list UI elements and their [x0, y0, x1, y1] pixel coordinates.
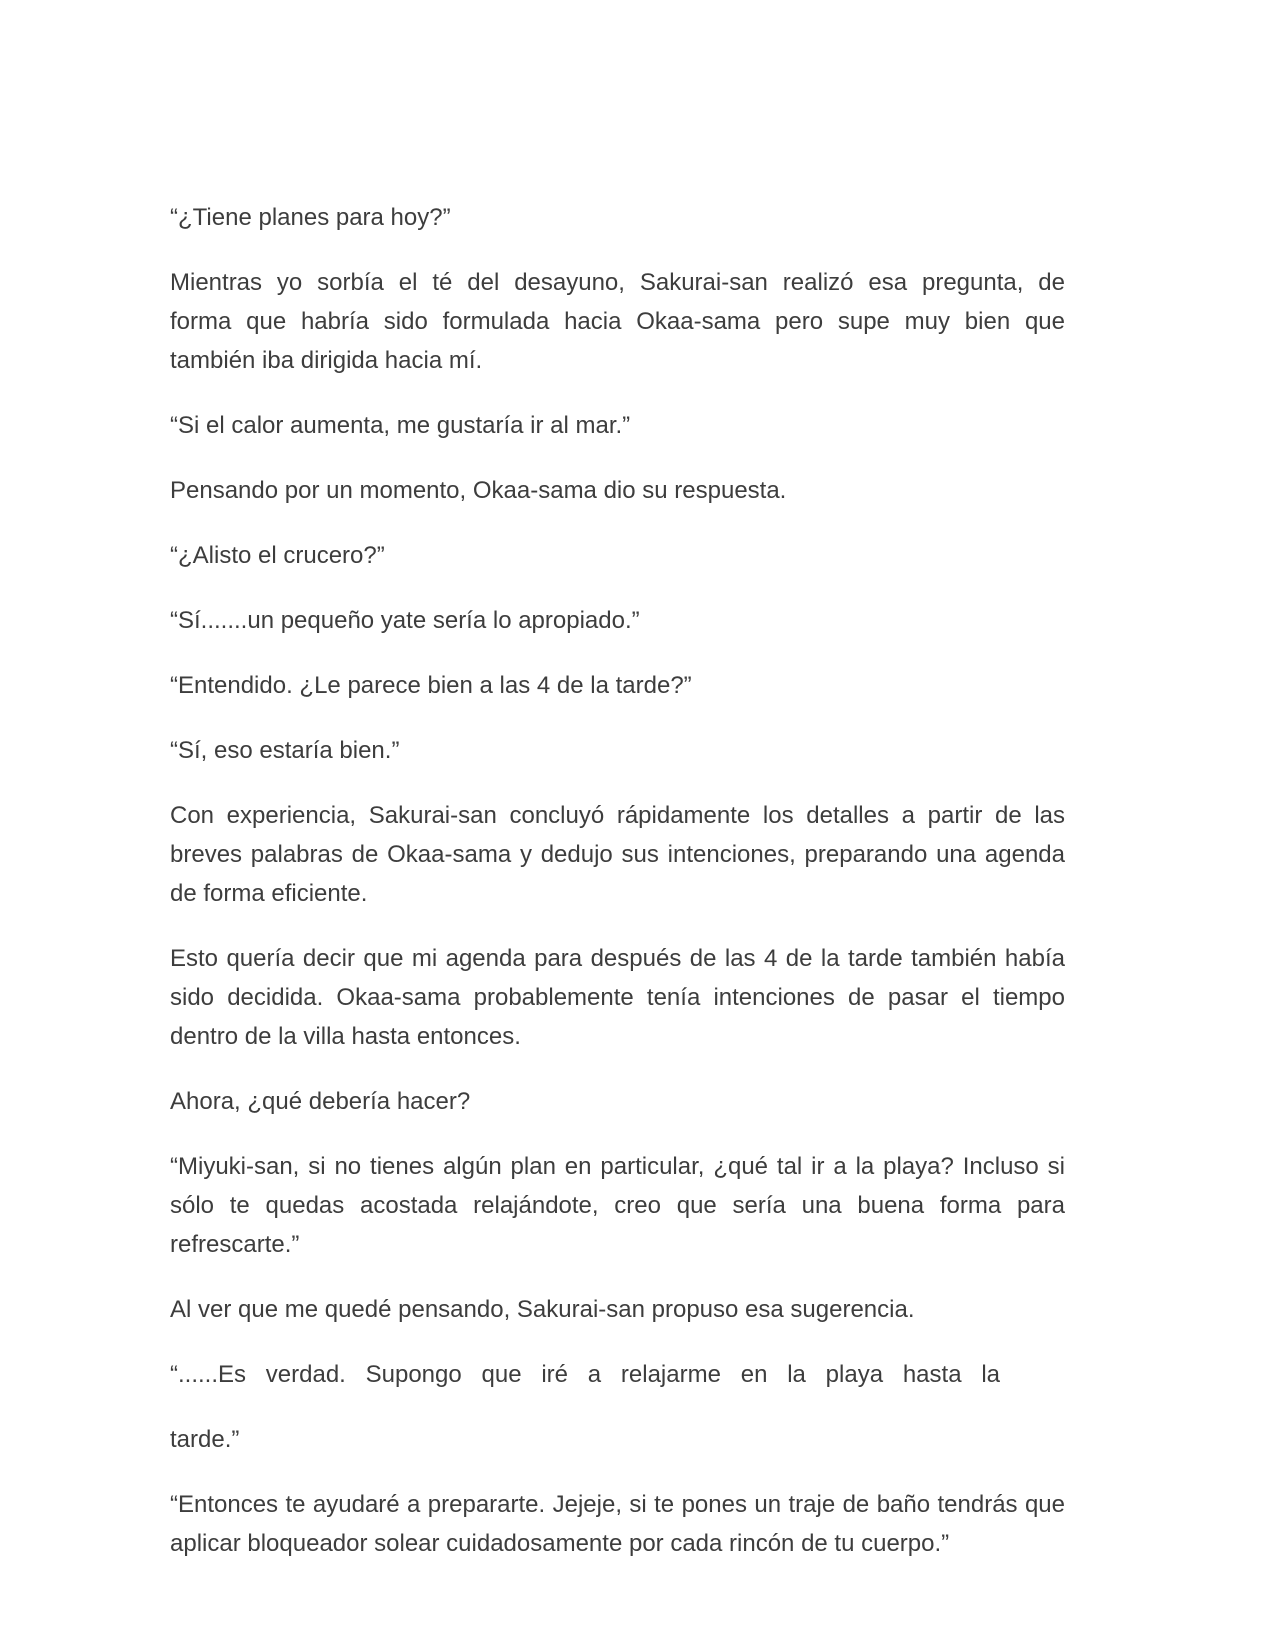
- text-line: Mientras yo sorbía el té del desayuno, Sakurai-san realizó esa pregunta, de: [170, 269, 1065, 296]
- paragraph: [170, 731, 1065, 770]
- text-line: breves palabras de Okaa-sama y dedujo sus intenciones, preparando una agenda: [170, 841, 1065, 868]
- text-line: sólo te quedas acostada relajándote, creo que sería una buena forma para: [170, 1192, 1065, 1219]
- text-line: “Sí.......un pequeño yate sería lo apropiado.”: [170, 607, 640, 634]
- text-line: Al ver que me quedé pensando, Sakurai-san propuso esa sugerencia.: [170, 1296, 915, 1323]
- text-line: tarde.”: [170, 1426, 240, 1453]
- text-line: refrescarte.”: [170, 1231, 300, 1258]
- text-line: también iba dirigida hacia mí.: [170, 347, 483, 374]
- paragraph: [170, 939, 1065, 1056]
- text-line: aplicar bloqueador solear cuidadosamente por cada rincón de tu cuerpo.”: [170, 1530, 950, 1557]
- text-line: “Si el calor aumenta, me gustaría ir al mar.”: [170, 412, 631, 439]
- text-line: “......Es verdad. Supongo que iré a relajarme en la playa hasta la: [170, 1361, 1000, 1388]
- paragraph: [170, 1355, 1000, 1394]
- text-line: “Miyuki-san, si no tienes algún plan en particular, ¿qué tal ir a la playa? Incluso si: [170, 1153, 1065, 1180]
- paragraph: [170, 796, 1065, 913]
- text-line: dentro de la villa hasta entonces.: [170, 1023, 521, 1050]
- text-line: “Sí, eso estaría bien.”: [170, 737, 400, 764]
- text-line: de forma eficiente.: [170, 880, 368, 907]
- text-line: Esto quería decir que mi agenda para después de las 4 de la tarde también había: [170, 945, 1065, 972]
- text-line: forma que habría sido formulada hacia Okaa-sama pero supe muy bien que: [170, 308, 1065, 335]
- text-line: “¿Tiene planes para hoy?”: [170, 204, 451, 231]
- text-line: “¿Alisto el crucero?”: [170, 542, 385, 569]
- paragraph: [170, 601, 1065, 640]
- paragraph: [170, 406, 1065, 445]
- paragraph: [170, 666, 1065, 705]
- paragraph: [170, 471, 1065, 510]
- paragraph: [170, 536, 1065, 575]
- paragraph: [170, 1485, 1065, 1563]
- paragraph: [170, 1082, 1065, 1121]
- text-line: sido decidida. Okaa-sama probablemente tenía intenciones de pasar el tiempo: [170, 984, 1065, 1011]
- text-line: Ahora, ¿qué debería hacer?: [170, 1088, 471, 1115]
- paragraph: [170, 198, 1065, 237]
- paragraph: [170, 1147, 1065, 1264]
- paragraph: [170, 263, 1065, 380]
- paragraph: [170, 1290, 1065, 1329]
- text-line: “Entendido. ¿Le parece bien a las 4 de la tarde?”: [170, 672, 692, 699]
- text-line: Pensando por un momento, Okaa-sama dio su respuesta.: [170, 477, 787, 504]
- text-block: [170, 198, 1065, 1589]
- text-line: Con experiencia, Sakurai-san concluyó rápidamente los detalles a partir de las: [170, 802, 1065, 829]
- paragraph: [170, 1420, 1065, 1459]
- text-line: “Entonces te ayudaré a prepararte. Jejeje, si te pones un traje de baño tendrás que: [170, 1491, 1065, 1518]
